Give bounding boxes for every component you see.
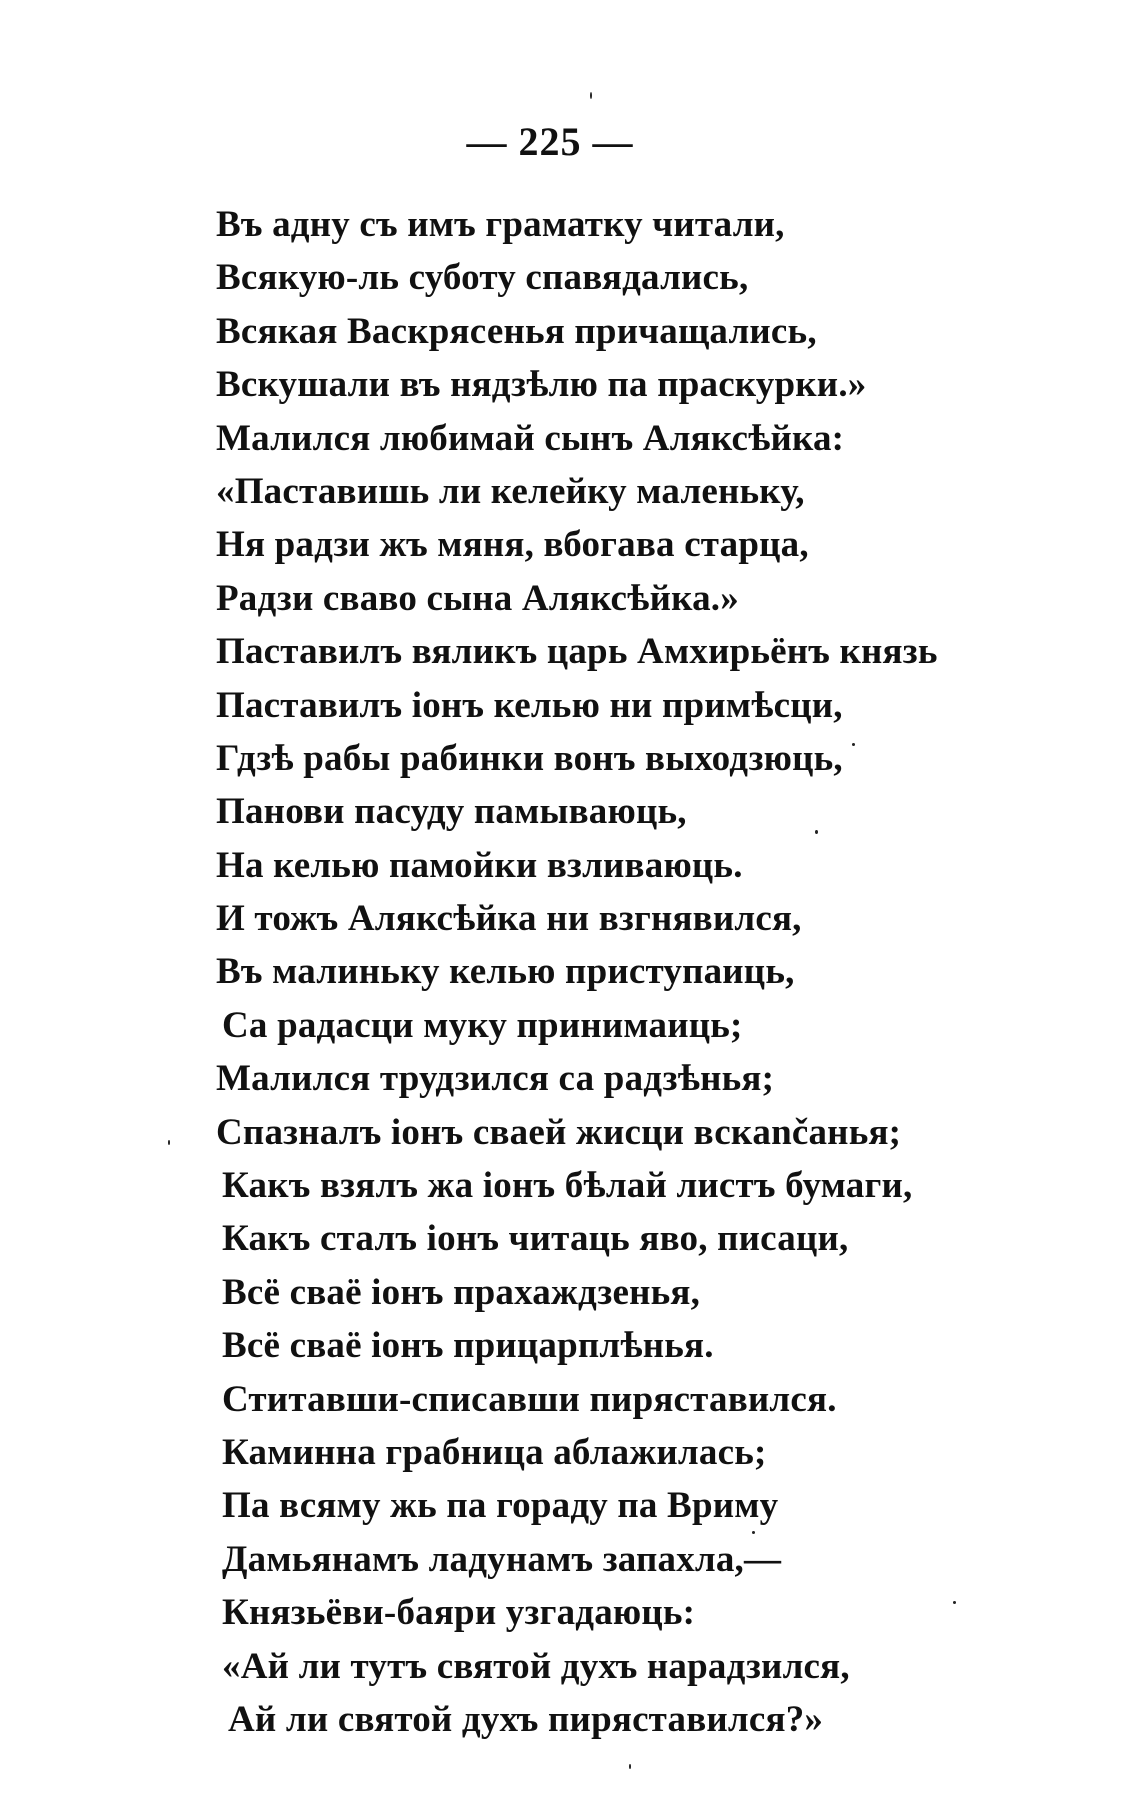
page-number: — 225 — [466,119,634,164]
poem-line: «Паставишь ли келейку маленьку, [216,470,805,512]
poem-line: Каминна грабница аблажилась; [222,1431,767,1473]
poem-line: И тожъ Аляксѣйка ни взгнявился, [216,898,802,940]
poem-text [216,198,1096,1746]
poem-line: Дамьянамъ ладунамъ запахла,— [222,1538,782,1580]
scan-speck [629,1764,631,1769]
scan-speck [168,1140,170,1145]
poem-line: Малился любимай сынъ Аляксѣйка: [216,417,845,459]
poem-line: Въ адну съ имъ граматку читали, [216,204,785,245]
poem-line: Паставилъ вяликъ царь Амхирьёнъ князь [216,631,938,673]
poem-line: Спазналъ іонъ сваей жисци вскančанья; [216,1111,902,1153]
poem-line: Какъ взялъ жа іонъ бѣлай листъ бумаги, [222,1165,913,1207]
poem-line: Всё сваё іонъ прицарплѣнья. [222,1325,714,1367]
scan-speck [815,830,818,834]
poem-line: Въ малиньку келью приступаиць, [216,951,795,993]
poem-line: Панови пасуду памываюць, [216,791,687,833]
poem-line: «Ай ли тутъ святой духъ нарадзился, [222,1645,850,1687]
poem-line: Вскушали въ нядзѣлю па праскурки.» [216,364,867,406]
scan-speck [953,1601,956,1604]
scan-speck [852,743,855,746]
poem-line: Ня радзи жъ мяня, вбогава старца, [216,524,809,566]
poem-line: Ститавши-списавши пиряставился. [222,1378,837,1420]
poem-line: Всякую-ль суботу спавядались, [216,257,749,299]
poem-line: Са радасци муку принимаиць; [222,1004,743,1046]
poem-line: Всякая Васкрясенья причащались, [216,310,817,352]
poem-line: Па всяму жь па гораду па Вриму [222,1485,779,1527]
poem-line: На келью памойки взливаюць. [216,844,743,886]
poem-line: Всё сваё іонъ прахаждзенья, [222,1271,701,1313]
poem-line: Ай ли святой духъ пиряставился?» [228,1698,824,1740]
poem-line: Радзи сваво сына Аляксѣйка.» [216,577,739,619]
poem-line: Гдзѣ рабы рабинки вонъ выходзюць, [216,737,843,779]
poem-line: Какъ сталъ іонъ читаць яво, писаци, [222,1218,849,1260]
poem-line: Князьёви-баяри узгадаюць: [222,1592,696,1634]
poem-line: Малился трудзился са радзѣнья; [216,1058,775,1100]
scan-speck [752,1531,755,1534]
poem-line: Паставилъ іонъ келью ни примѣсци, [216,684,843,726]
scan-speck [590,92,592,99]
